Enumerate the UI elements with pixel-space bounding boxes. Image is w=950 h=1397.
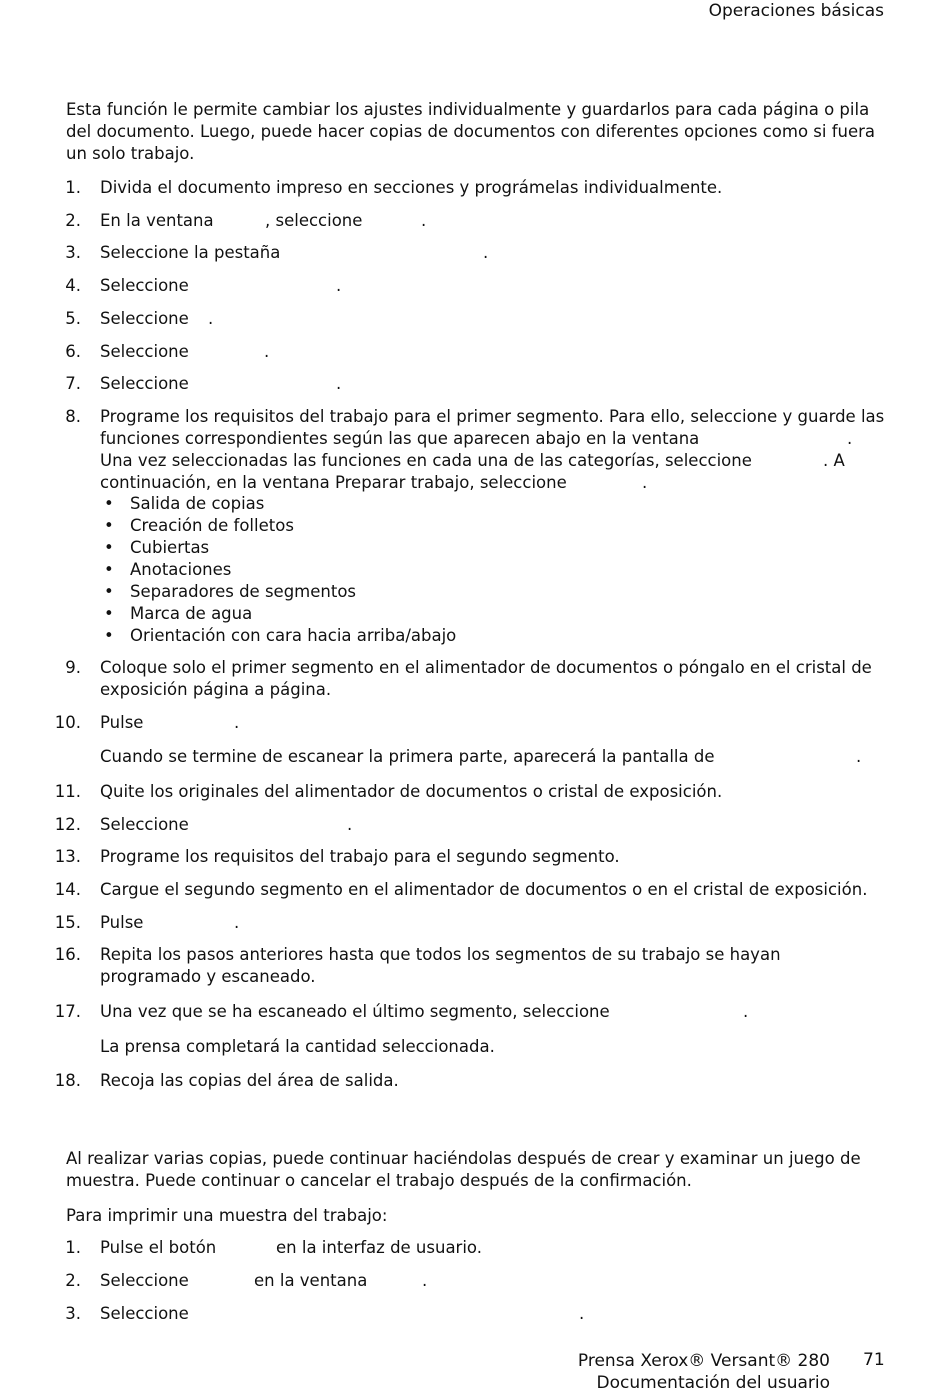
step-text: .	[421, 211, 427, 230]
step-number: 8.	[65, 407, 81, 426]
step-text: Programe los requisitos del trabajo para el primer segmento. Para ello, seleccione y guarde las	[100, 407, 885, 426]
step-text: .	[642, 473, 648, 492]
step-number: 16.	[54, 945, 81, 964]
page-number: 71	[863, 1350, 885, 1370]
list-item: Anotaciones	[130, 560, 232, 579]
step-text: .	[422, 1271, 428, 1290]
step-note: Cuando se termine de escanear la primera parte, aparecerá la pantalla de	[100, 747, 715, 766]
step-number: 6.	[65, 342, 81, 361]
step-number: 1.	[65, 1238, 81, 1257]
step-text: .	[208, 309, 214, 328]
step-number: 11.	[54, 782, 81, 801]
step-text: Seleccione	[100, 276, 189, 295]
bullet-icon: •	[104, 582, 114, 601]
step-note: La prensa completará la cantidad seleccionada.	[100, 1037, 495, 1056]
intro-line-3: un solo trabajo.	[66, 144, 195, 163]
step-text: Repita los pasos anteriores hasta que todos los segmentos de su trabajo se hayan	[100, 945, 781, 964]
step-number: 3.	[65, 243, 81, 262]
step-text: Seleccione	[100, 342, 189, 361]
step-text: en la ventana	[254, 1271, 368, 1290]
step-text: .	[347, 815, 353, 834]
step-number: 17.	[54, 1002, 81, 1021]
step-text: Pulse el botón	[100, 1238, 217, 1257]
intro-line-1: Esta función le permite cambiar los ajustes individualmente y guardarlos para cada página o pila	[66, 100, 870, 119]
bullet-icon: •	[104, 538, 114, 557]
step-text: Seleccione	[100, 374, 189, 393]
bullet-icon: •	[104, 604, 114, 623]
step-text: Seleccione	[100, 815, 189, 834]
step-text: Seleccione	[100, 1304, 189, 1323]
step-text: Cargue el segundo segmento en el alimentador de documentos o en el cristal de exposición.	[100, 880, 868, 899]
step-text: Divida el documento impreso en secciones y prográmelas individualmente.	[100, 178, 723, 197]
step-text: Recoja las copias del área de salida.	[100, 1071, 399, 1090]
bullet-icon: •	[104, 626, 114, 645]
step-number: 18.	[54, 1071, 81, 1090]
step-text: Una vez que se ha escaneado el último segmento, seleccione	[100, 1002, 610, 1021]
step-number: 2.	[65, 1271, 81, 1290]
step-note: .	[856, 747, 862, 766]
step-text: .	[743, 1002, 749, 1021]
step-text: Quite los originales del alimentador de documentos o cristal de exposición.	[100, 782, 723, 801]
step-text: en la interfaz de usuario.	[276, 1238, 482, 1257]
step-number: 2.	[65, 211, 81, 230]
sample-intro: Para imprimir una muestra del trabajo:	[66, 1206, 388, 1225]
step-text: Pulse	[100, 713, 144, 732]
step-number: 7.	[65, 374, 81, 393]
step-text: Seleccione	[100, 309, 189, 328]
bullet-icon: •	[104, 516, 114, 535]
step-number: 15.	[54, 913, 81, 932]
step-text: .	[336, 374, 342, 393]
step-text: .	[847, 429, 853, 448]
step-text: exposición página a página.	[100, 680, 332, 699]
sample-paragraph-line-1: Al realizar varias copias, puede continuar haciéndolas después de crear y examinar un juego de	[66, 1149, 861, 1168]
list-item: Cubiertas	[130, 538, 210, 557]
running-header: Operaciones básicas	[708, 1, 884, 21]
step-number: 4.	[65, 276, 81, 295]
step-text: Coloque solo el primer segmento en el alimentador de documentos o póngalo en el cristal de	[100, 658, 872, 677]
list-item: Orientación con cara hacia arriba/abajo	[130, 626, 457, 645]
step-number: 1.	[65, 178, 81, 197]
step-text: funciones correspondientes según las que aparecen abajo en la ventana	[100, 429, 700, 448]
step-text: continuación, en la ventana Preparar trabajo, seleccione	[100, 473, 567, 492]
list-item: Marca de agua	[130, 604, 253, 623]
list-item: Separadores de segmentos	[130, 582, 357, 601]
step-text: .	[579, 1304, 585, 1323]
step-text: , seleccione	[265, 211, 363, 230]
step-number: 9.	[65, 658, 81, 677]
step-text: programado y escaneado.	[100, 967, 316, 986]
footer-product-name: Prensa Xerox® Versant® 280	[577, 1351, 830, 1371]
intro-line-2: del documento. Luego, puede hacer copias de documentos con diferentes opciones como si fuera	[66, 122, 876, 141]
step-number: 3.	[65, 1304, 81, 1323]
step-number: 12.	[54, 815, 81, 834]
sample-paragraph-line-2: muestra. Puede continuar o cancelar el trabajo después de la confirmación.	[66, 1171, 692, 1190]
step-text: Programe los requisitos del trabajo para el segundo segmento.	[100, 847, 620, 866]
step-text: Una vez seleccionadas las funciones en cada una de las categorías, seleccione	[100, 451, 752, 470]
bullet-icon: •	[104, 560, 114, 579]
step-text: .	[234, 713, 240, 732]
step-text: .	[264, 342, 270, 361]
footer-doc-title: Documentación del usuario	[596, 1373, 830, 1393]
step-number: 10.	[54, 713, 81, 732]
list-item: Creación de folletos	[130, 516, 294, 535]
step-text: Seleccione la pestaña	[100, 243, 281, 262]
step-text: En la ventana	[100, 211, 214, 230]
step-text: Pulse	[100, 913, 144, 932]
bullet-icon: •	[104, 494, 114, 513]
step-text: .	[336, 276, 342, 295]
step-number: 13.	[54, 847, 81, 866]
step-text: Seleccione	[100, 1271, 189, 1290]
step-text: . A	[823, 451, 845, 470]
step-number: 5.	[65, 309, 81, 328]
step-text: .	[234, 913, 240, 932]
list-item: Salida de copias	[130, 494, 265, 513]
step-number: 14.	[54, 880, 81, 899]
step-text: .	[483, 243, 489, 262]
